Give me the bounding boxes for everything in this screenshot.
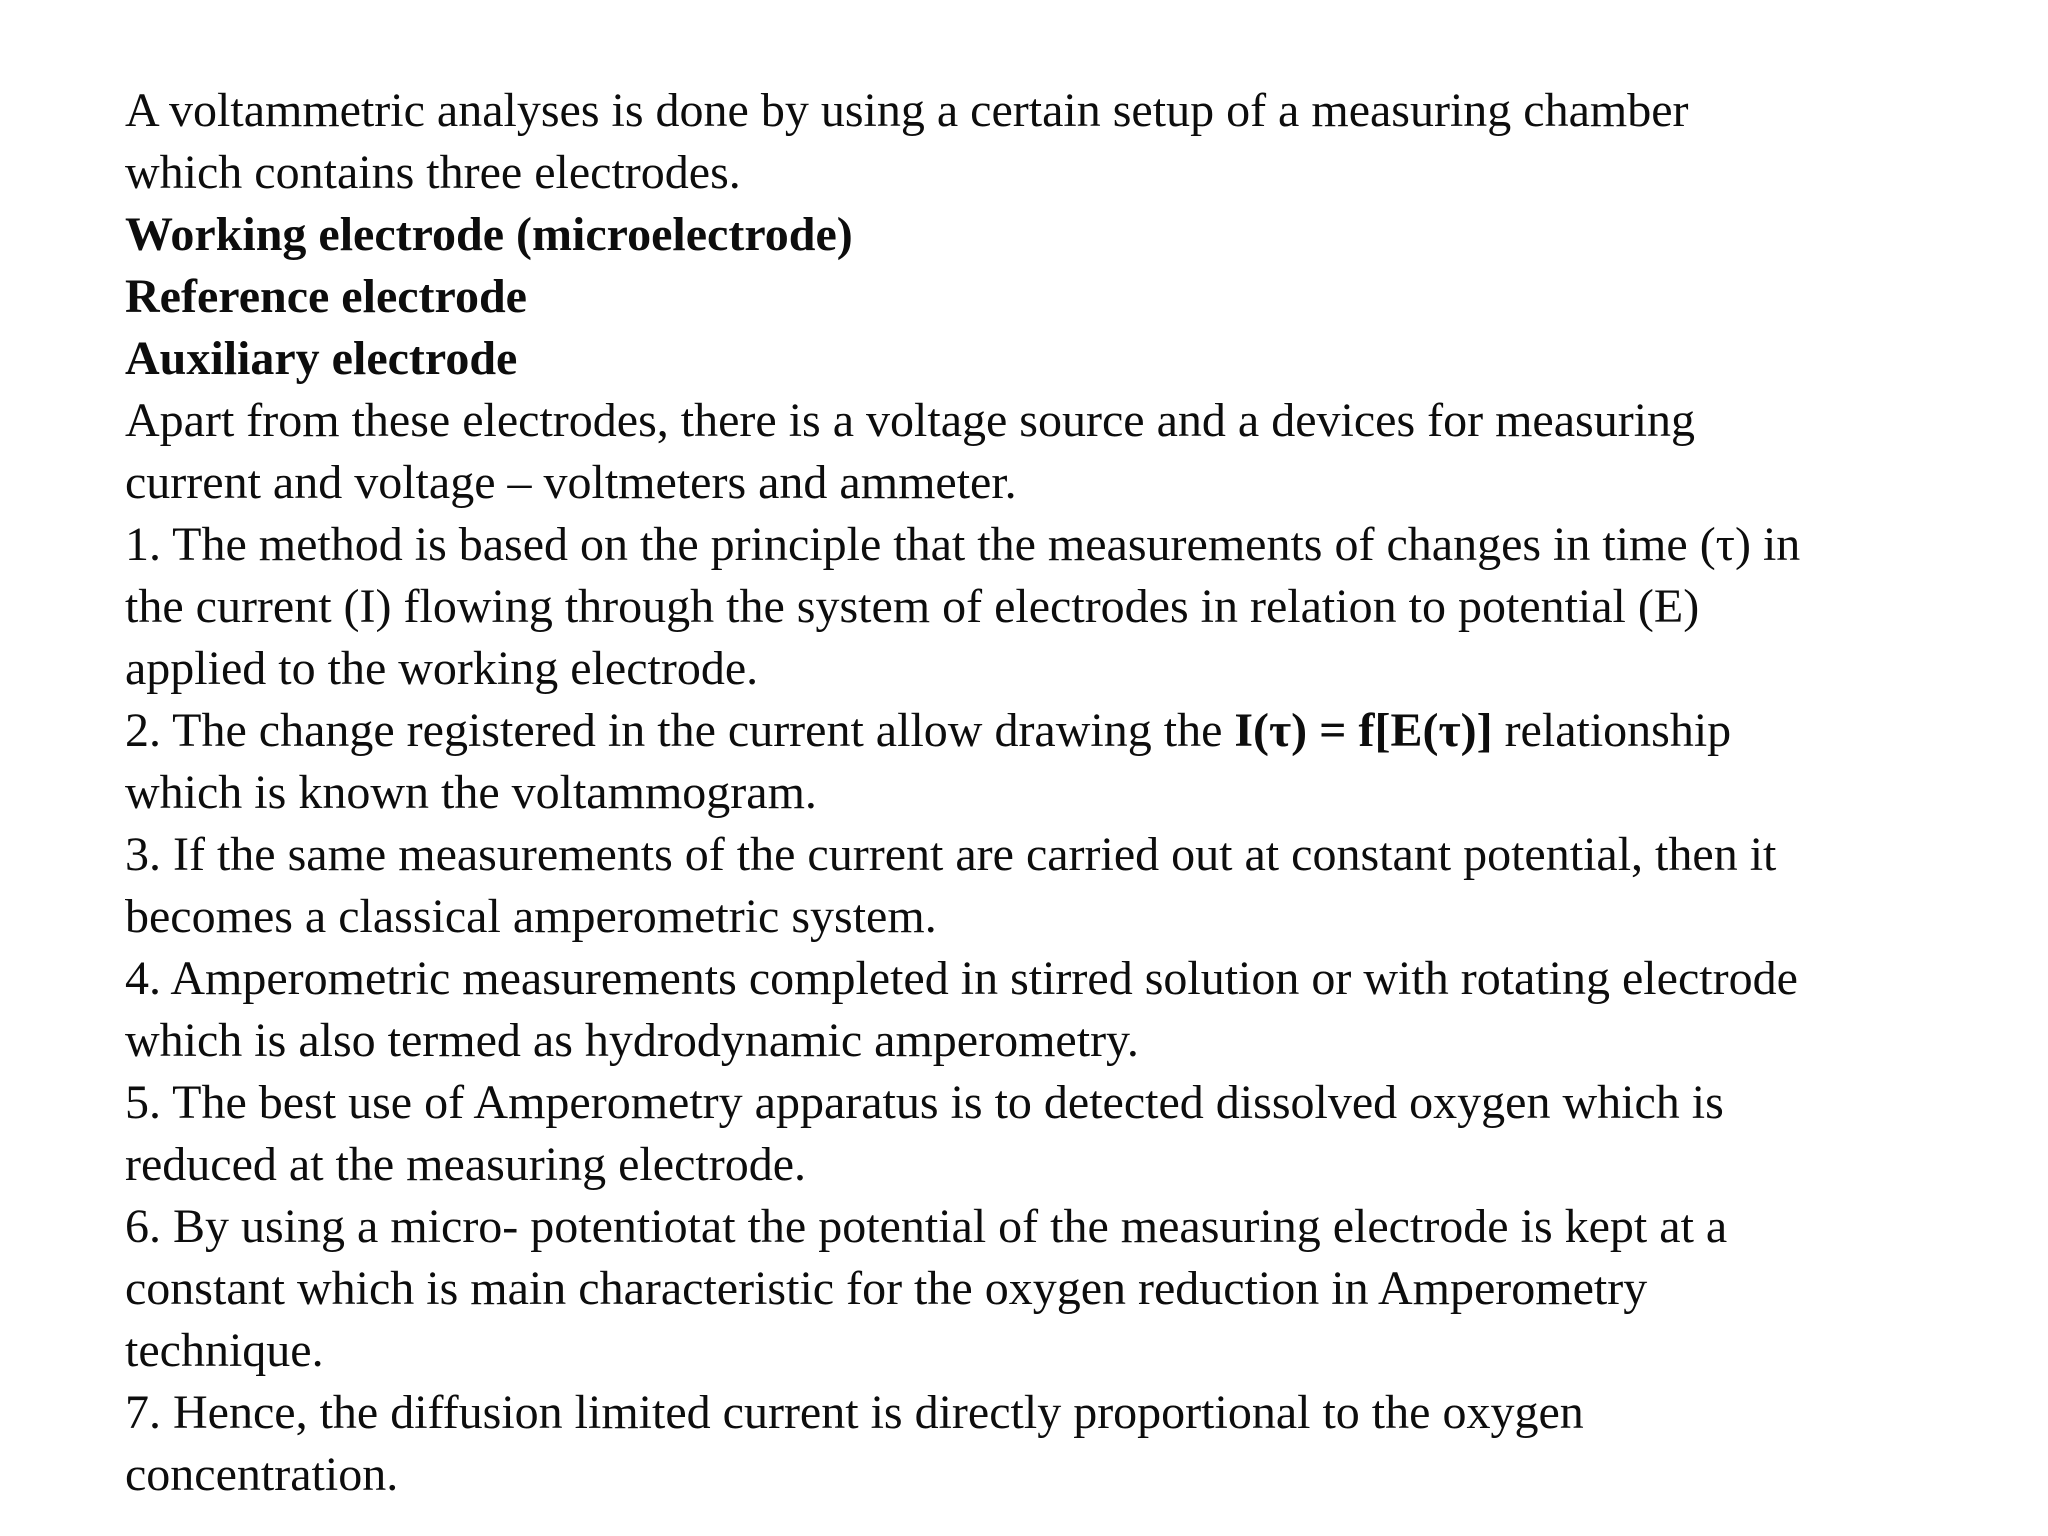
electrode-reference: Reference electrode — [125, 270, 527, 323]
point-5-line-2: reduced at the measuring electrode. — [125, 1138, 806, 1191]
intro-line-2: which contains three electrodes. — [125, 146, 741, 199]
electrode-auxiliary: Auxiliary electrode — [125, 332, 518, 385]
point-4-line-1: 4. Amperometric measurements completed in stirred solution or with rotating electrode — [125, 952, 1798, 1005]
point-5 — [125, 1072, 2005, 1196]
point-7-line-1: 7. Hence, the diffusion limited current is directly proportional to the oxygen — [125, 1386, 1584, 1439]
electrode-list — [125, 204, 2005, 390]
intro-line-1: A voltammetric analyses is done by using a certain setup of a measuring chamber — [125, 84, 1689, 137]
point-6-line-2: constant which is main characteristic for the oxygen reduction in Amperometry — [125, 1262, 1648, 1315]
point-1-line-1: 1. The method is based on the principle that the measurements of changes in time (τ) in — [125, 518, 1801, 571]
voltammogram-formula: I(τ) = f[E(τ)] — [1234, 704, 1493, 757]
point-6-line-1: 6. By using a micro- potentiotat the potential of the measuring electrode is kept at a — [125, 1200, 1728, 1253]
point-3 — [125, 824, 2005, 948]
electrode-working: Working electrode (microelectrode) — [125, 208, 853, 261]
point-2-line-2: which is known the voltammogram. — [125, 766, 817, 819]
point-5-line-1: 5. The best use of Amperometry apparatus is to detected dissolved oxygen which is — [125, 1076, 1724, 1129]
point-1-line-3: applied to the working electrode. — [125, 642, 759, 695]
point-2-text-before-formula: 2. The change registered in the current allow drawing the — [125, 704, 1235, 757]
point-7-line-2: concentration. — [125, 1448, 399, 1501]
apart-line-2: current and voltage – voltmeters and ammeter. — [125, 456, 1017, 509]
point-1 — [125, 514, 2005, 700]
intro-paragraph — [125, 80, 2005, 204]
point-2-text-after-formula: relationship — [1492, 704, 1732, 757]
point-2-line-1 — [125, 700, 2005, 762]
point-2 — [125, 700, 2005, 824]
point-1-line-2: the current (I) flowing through the system of electrodes in relation to potential (E) — [125, 580, 1700, 633]
point-7 — [125, 1382, 2005, 1506]
point-4 — [125, 948, 2005, 1072]
document-body — [125, 80, 2005, 1506]
point-6 — [125, 1196, 2005, 1382]
apart-line-1: Apart from these electrodes, there is a voltage source and a devices for measuring — [125, 394, 1696, 447]
point-3-line-1: 3. If the same measurements of the current are carried out at constant potential, then it — [125, 828, 1777, 881]
point-4-line-2: which is also termed as hydrodynamic amperometry. — [125, 1014, 1139, 1067]
point-3-line-2: becomes a classical amperometric system. — [125, 890, 937, 943]
apart-paragraph — [125, 390, 2005, 514]
point-6-line-3: technique. — [125, 1324, 324, 1377]
